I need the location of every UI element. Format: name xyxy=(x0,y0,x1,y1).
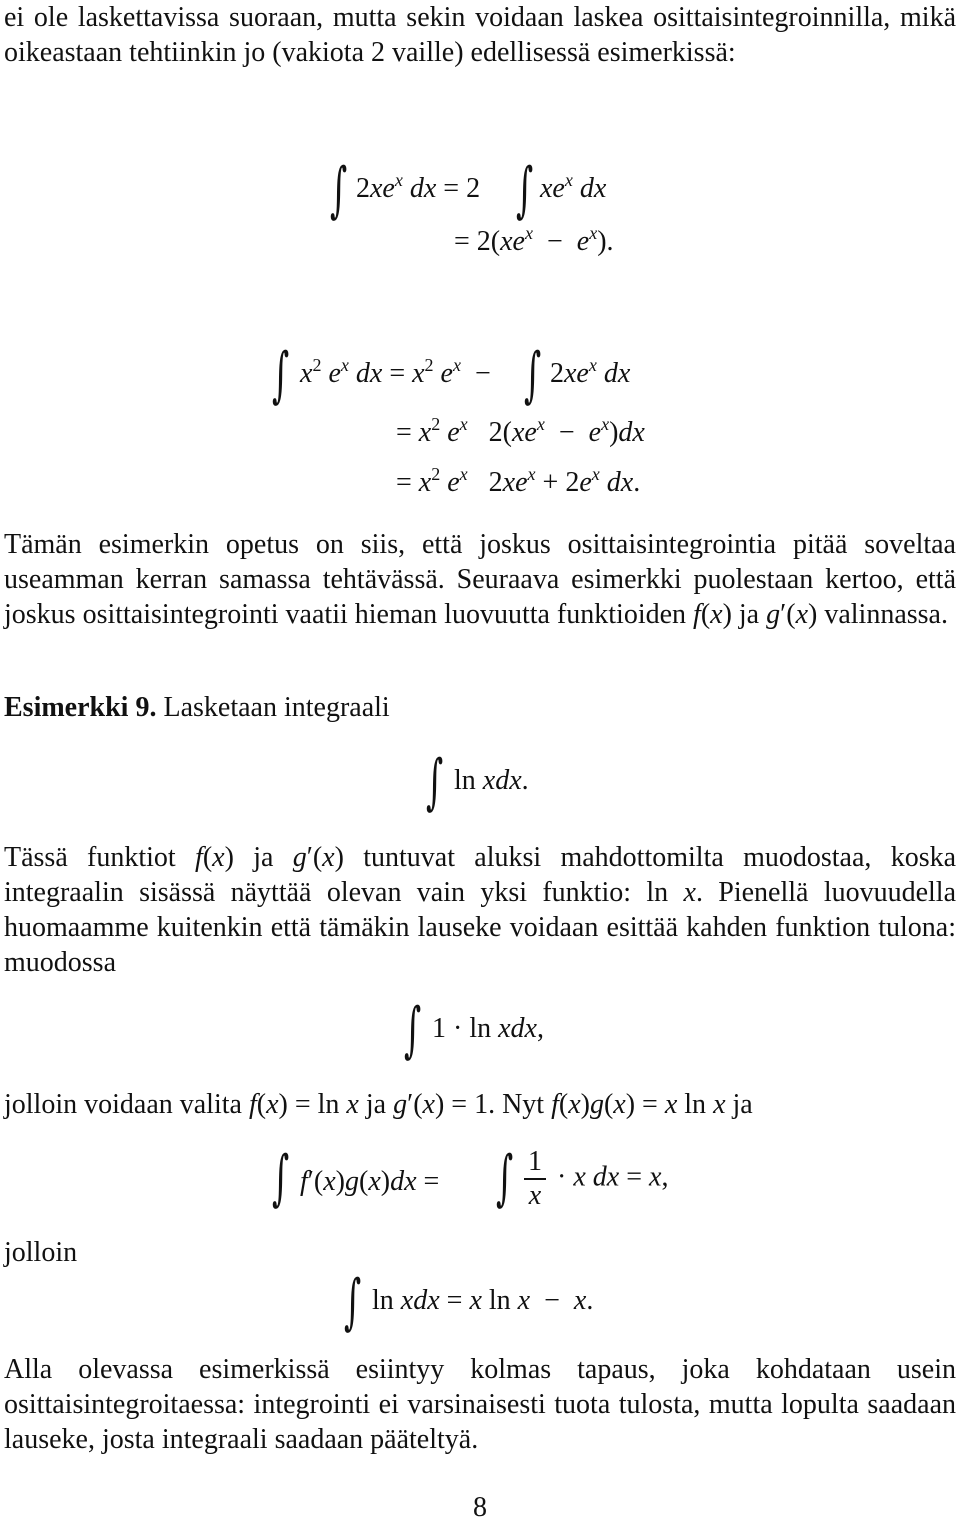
paragraph-outro: Alla olevassa esimerkissä esiintyy kolmas tapaus, joka kohdataan usein osittaisintegroitaessa: integrointi ei varsinaisesti tuota tulosta, mutta lopulta saadaan lauseke, josta integraali saadaan pääteltyä. xyxy=(4,1354,956,1455)
equation-1-line-2: = $2(xe^x - e^x)$. xyxy=(454,223,614,257)
jolloin-label: jolloin xyxy=(4,1237,78,1268)
paragraph-functions: Tässä funktiot f(x) ja g′(x) tuntuvat aluksi mahdottomilta muodostaa, koska integraalin sisässä näyttää olevan vain yksi funktio: ln x. Pienellä luovuudella huomaamme kuitenkin että tämäkin lauseke voidaan esittää kahden funktion tulona: muodossa xyxy=(4,842,957,978)
equation-5-line-2: ln xdx = x ln x − x. xyxy=(372,1285,594,1316)
example-heading: Esimerkki 9. Lasketaan integraali xyxy=(4,692,390,723)
equation-2-line-1: $x^2$ $e^x$ dx = $x^2$ $e^x$ − xyxy=(300,355,491,389)
integral-sign: ∫ xyxy=(272,1143,290,1213)
integral-sign: ∫ xyxy=(404,995,422,1065)
paragraph-intro: ei ole laskettavissa suoraan, mutta sekin voidaan laskea osittaisintegroinnilla, mikä oikeastaan tehtiinkin jo (vakiota 2 vaille) edellisessä esimerkissä: xyxy=(4,2,956,68)
equation-2-line-1b: $2xe^x$ dx xyxy=(550,355,631,389)
page-number: 8 xyxy=(473,1492,487,1523)
integral-sign: ∫ xyxy=(272,340,290,410)
integral-sign: ∫ xyxy=(344,1267,362,1337)
equation-4: 1 · ln xdx, xyxy=(432,1013,544,1044)
equation-2-line-2: = $x^2$ $e^x$ $2(xe^x - e^x)dx$ xyxy=(396,414,645,448)
equation-2-line-3: = $x^2$ $e^x$ $2xe^x + 2e^x$ dx. xyxy=(396,464,641,498)
integral-sign: ∫ xyxy=(426,747,444,817)
equation-1-line-1: $2xe^x$ dx = 2 xyxy=(356,170,481,204)
equation-5-line-1: f′(x)g(x)dx = xyxy=(300,1166,440,1197)
integral-sign: ∫ xyxy=(330,155,348,225)
integral-sign: ∫ xyxy=(496,1143,514,1213)
paragraph-lesson: Tämän esimerkin opetus on siis, että joskus osittaisintegrointia pitää soveltaa useamman kerran samassa tehtävässä. Seuraava esimerkki puolestaan kertoo, että joskus osittaisintegrointi vaatii hieman luovuutta funktioiden f(x) ja g′(x) valinnassa. xyxy=(4,529,956,630)
equation-1-line-1b: $xe^x$ dx xyxy=(540,170,607,204)
equation-3: ln xdx. xyxy=(454,765,529,796)
integral-sign: ∫ xyxy=(524,340,542,410)
equation-5-line-1b: $\frac{1}{x}$ · x dx = x, xyxy=(520,1146,668,1212)
integral-sign: ∫ xyxy=(516,155,534,225)
paragraph-choice: jolloin voidaan valita f(x) = ln x ja g′(x) = 1. Nyt f(x)g(x) = x ln x ja xyxy=(4,1089,753,1120)
